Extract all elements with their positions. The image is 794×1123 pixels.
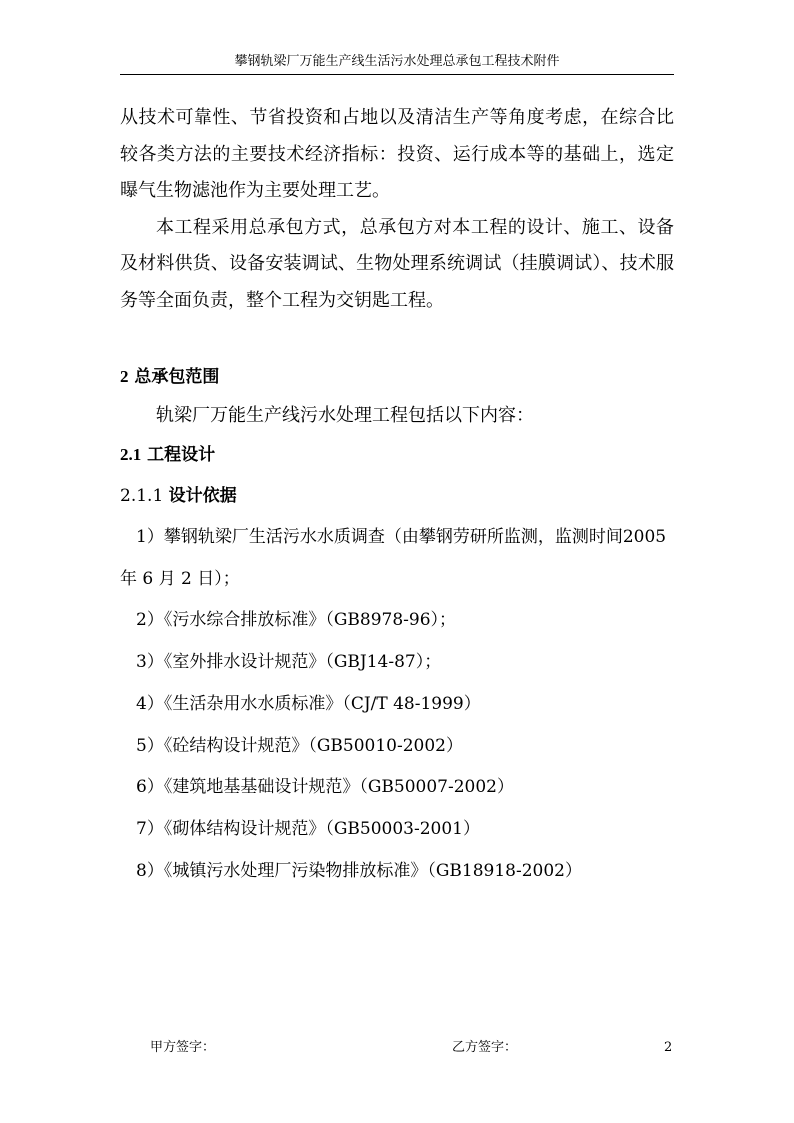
section-2-1-1-number: 2.1.1 [120,486,164,506]
section-2-title: 总承包范围 [134,366,220,387]
section-2-heading [120,356,674,398]
header-divider [120,74,674,75]
reference-item: 5）《砼结构设计规范》（GB50010-2002） [136,735,463,756]
reference-item: 7）《砌体结构设计规范》（GB50003-2001） [136,818,480,839]
section-2-intro: 轨梁厂万能生产线污水处理工程包括以下内容： [156,404,534,426]
section-2-number: 2 [120,366,129,386]
page-header: 攀钢轨梁厂万能生产线生活污水处理总承包工程技术附件 [234,54,560,69]
reference-item: 2）《污水综合排放标准》（GB8978-96）； [136,610,457,631]
section-2-1-1-heading [120,476,674,517]
paragraph-contract-mode: 本工程采用总承包方式，总承包方对本工程的设计、施工、设备及材料供货、设备安装调试、生物处理系统调试（挂膜调试）、技术服务等全面负责，整个工程为交钥匙工程。 [120,216,674,311]
blank-line [120,319,674,356]
document-body [120,100,674,892]
section-2-1-heading [120,434,674,476]
section-2-1-1-title: 设计依据 [168,486,237,506]
reference-item: 4）《生活杂用水水质标准》（CJ/T 48-1999） [136,693,481,714]
reference-item: 1）攀钢轨梁厂生活污水水质调查（由攀钢劳研所监测，监测时间2005 年 6 月 2 日）； [120,527,667,589]
page-number: 2 [664,1040,673,1055]
reference-item: 8）《城镇污水处理厂污染物排放标准》（GB18918-2002） [136,860,582,881]
paragraph-process-selection: 从技术可靠性、节省投资和占地以及清洁生产等角度考虑，在综合比较各类方法的主要技术经济指标：投资、运行成本等的基础上，选定曝气生物滤池作为主要处理工艺。 [120,107,674,201]
reference-item: 6）《建筑地基基础设计规范》（GB50007-2002） [136,777,514,798]
reference-item: 3）《室外排水设计规范》（GBJ14-87）； [136,652,442,673]
section-2-1-number: 2.1 [120,445,142,464]
section-2-1-title: 工程设计 [147,445,216,465]
party-a-signature-label: 甲方签字： [150,1040,216,1055]
party-b-signature-label: 乙方签字： [452,1040,518,1055]
